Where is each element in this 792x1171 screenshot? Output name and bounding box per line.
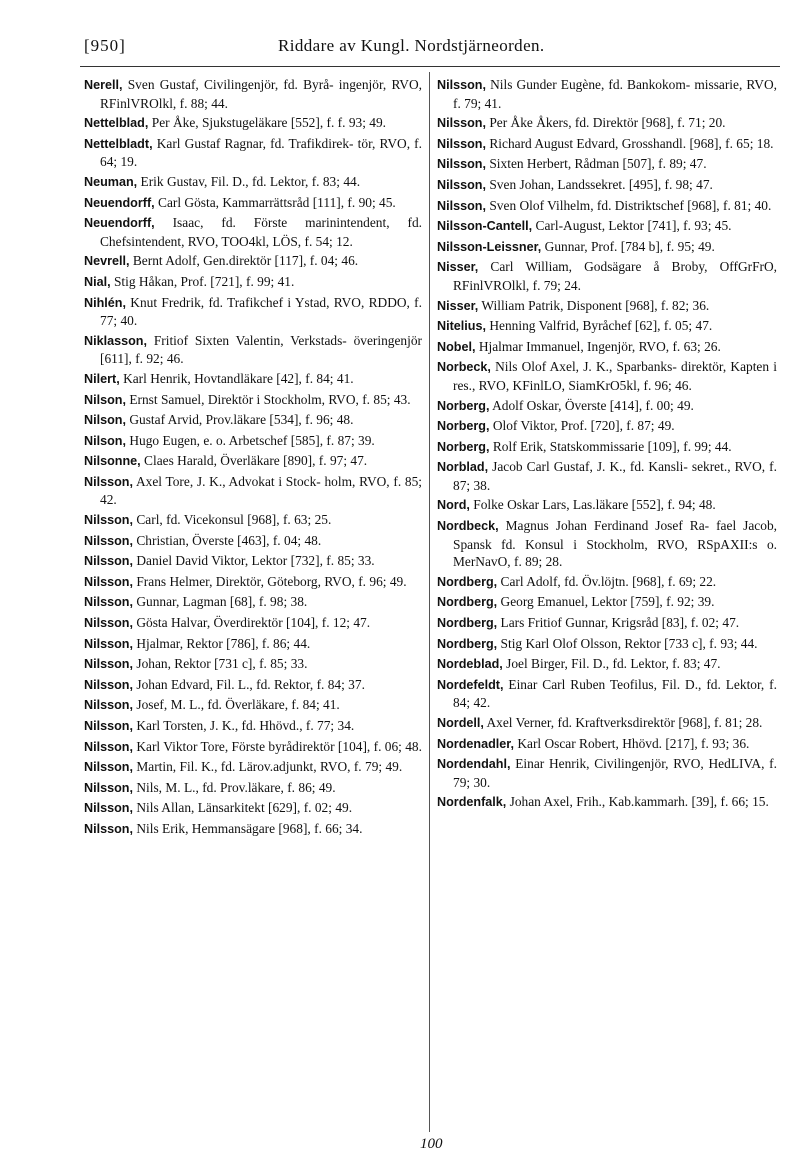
entry-surname: Nordberg, (437, 616, 498, 631)
entry-surname: Nilsson, (84, 719, 133, 733)
running-title: Riddare av Kungl. Nordstjärneorden. (278, 36, 545, 55)
entry-details: Johan Axel, Frih., Kab.kammarh. [39], f. 66; 15. (509, 794, 769, 810)
entry-details: Fritiof Sixten Valentin, Verkstads- överingenjör [611], f. 92; 46. (100, 332, 422, 367)
entry-surname: Nettelbladt, (84, 136, 153, 151)
register-entry (437, 458, 777, 494)
entry-surname: Nilsson, (84, 801, 133, 816)
entry-details: Karl Oscar Robert, Hhövd. [217], f. 93; 36. (517, 735, 750, 751)
entry-surname: Nilsson, (84, 554, 133, 569)
footer-page-number: 100 (420, 1136, 443, 1152)
entry-surname: Nisser, (437, 298, 479, 313)
entry-details: Einar Henrik, Civilingenjör, RVO, HedLIVA, f. 79; 30. (453, 756, 777, 790)
entry-surname: Nordenadler, (437, 736, 514, 751)
entry-details: Claes Harald, Överläkare [890], f. 97; 47. (144, 453, 368, 469)
entry-surname: Nobel, (437, 339, 476, 354)
register-entry (437, 793, 777, 812)
register-entry (84, 532, 422, 551)
entry-surname: Nordendahl, (437, 757, 511, 772)
register-entry (84, 779, 422, 798)
entry-details: Axel Tore, J. K., Advokat i Stock- holm, RVO, f. 85; 42. (100, 473, 422, 508)
entry-surname: Nilsson, (84, 616, 133, 631)
register-entry (437, 593, 777, 612)
register-entry (437, 635, 777, 654)
entry-surname: Nilsson-Leissner, (437, 239, 542, 254)
entry-surname: Nilsson, (84, 513, 133, 528)
entry-surname: Neuman, (84, 174, 138, 189)
entry-surname: Nilsson, (84, 595, 133, 610)
entry-surname: Niklasson, (84, 333, 147, 348)
entry-details: Henning Valfrid, Byråchef [62], f. 05; 47. (489, 318, 713, 334)
entry-surname: Nilsson, (84, 657, 133, 672)
entry-surname: Nord, (437, 498, 470, 513)
register-entry (84, 473, 422, 509)
entry-surname: Nettelblad, (84, 116, 149, 131)
register-entry (84, 738, 422, 757)
entry-surname: Nilsson, (84, 574, 133, 589)
entry-details: Daniel David Viktor, Lektor [732], f. 85; 33. (136, 553, 375, 569)
entry-details: Joel Birger, Fil. D., fd. Lektor, f. 83; 47. (506, 656, 721, 672)
entry-surname: Nilert, (84, 371, 120, 386)
entry-surname: Nordberg, (437, 574, 498, 589)
register-entry (437, 197, 777, 216)
register-entry (437, 338, 777, 357)
entry-surname: Norbeck, (437, 360, 491, 375)
register-entry (84, 676, 422, 695)
register-entry (84, 717, 422, 736)
right-column (437, 76, 777, 814)
entry-details: Einar Carl Ruben Teofilus, Fil. D., fd. Lektor, f. 84; 42. (453, 676, 777, 711)
register-entry (437, 714, 777, 733)
entry-details: Nils Olof Axel, J. K., Sparbanks- direktör, Kapten i res., RVO, KFinlLO, SiamKrO5kl, f. 96; 46. (453, 359, 777, 393)
register-entry (84, 614, 422, 633)
entry-surname: Neuendorff, (84, 195, 155, 210)
entry-surname: Nihlén, (84, 295, 126, 310)
register-entry (437, 655, 777, 674)
register-entry (437, 397, 777, 416)
entry-details: Frans Helmer, Direktör, Göteborg, RVO, f. 96; 49. (136, 573, 407, 589)
entry-details: Erik Gustav, Fil. D., fd. Lektor, f. 83; 44. (140, 173, 361, 189)
left-column (84, 76, 422, 841)
entry-details: Christian, Överste [463], f. 04; 48. (136, 532, 322, 548)
entry-details: Gustaf Arvid, Prov.läkare [534], f. 96; 48. (129, 412, 354, 428)
register-entry (437, 496, 777, 515)
entry-details: Johan, Rektor [731 c], f. 85; 33. (136, 656, 308, 672)
register-entry (437, 517, 777, 571)
register-entry (84, 411, 422, 430)
entry-details: Bernt Adolf, Gen.direktör [117], f. 04; 46. (132, 253, 359, 269)
column-divider (429, 72, 430, 1132)
register-entry (84, 391, 422, 410)
entry-details: Per Åke, Sjukstugeläkare [552], f. f. 93; 49. (151, 115, 387, 131)
register-entry (437, 735, 777, 754)
entry-surname: Nilsson, (84, 780, 133, 795)
register-entry (84, 432, 422, 451)
register-entry (437, 217, 777, 236)
entry-details: Knut Fredrik, fd. Trafikchef i Ystad, RVO, RDDO, f. 77; 40. (100, 294, 422, 329)
entry-details: Carl William, Godsägare å Broby, OffGrFrO, RFinlVROlkl, f. 79; 24. (453, 259, 777, 293)
entry-details: Olof Viktor, Prof. [720], f. 87; 49. (492, 418, 675, 434)
entry-surname: Nilsson, (437, 177, 486, 192)
register-entry (437, 755, 777, 791)
entry-surname: Nilsson, (84, 474, 133, 489)
entry-surname: Nordefeldt, (437, 677, 504, 692)
entry-surname: Nordeblad, (437, 657, 503, 672)
register-entry (437, 438, 777, 457)
entry-details: Folke Oskar Lars, Las.läkare [552], f. 94; 48. (473, 497, 716, 513)
register-entry (84, 799, 422, 818)
entry-surname: Nilsson, (84, 821, 133, 836)
register-entry (437, 358, 777, 394)
entry-surname: Norblad, (437, 460, 489, 475)
entry-details: William Patrik, Disponent [968], f. 82; 36. (481, 297, 710, 313)
entry-details: Carl-August, Lektor [741], f. 93; 45. (535, 218, 732, 234)
entry-details: Carl, fd. Vicekonsul [968], f. 63; 25. (136, 512, 332, 528)
entry-surname: Nilsson, (84, 533, 133, 548)
entry-surname: Norberg, (437, 439, 490, 454)
entry-surname: Nilsson, (437, 136, 486, 151)
entry-surname: Nilson, (84, 413, 126, 428)
entry-details: Stig Karl Olof Olsson, Rektor [733 c], f. 93; 44. (500, 635, 758, 651)
entry-details: Sven Olof Vilhelm, fd. Distriktschef [968], f. 81; 40. (489, 197, 772, 213)
register-entry (437, 258, 777, 294)
entry-details: Rolf Erik, Statskommissarie [109], f. 99; 44. (492, 438, 732, 454)
entry-details: Hugo Eugen, e. o. Arbetschef [585], f. 87; 39. (129, 432, 375, 448)
entry-details: Karl Torsten, J. K., fd. Hhövd., f. 77; 34. (136, 718, 355, 733)
entry-details: Nils Erik, Hemmansägare [968], f. 66; 34. (136, 820, 363, 836)
entry-details: Hjalmar Immanuel, Ingenjör, RVO, f. 63; 26. (478, 338, 721, 354)
header-rule (80, 66, 780, 67)
register-entry (84, 114, 422, 133)
register-entry (437, 176, 777, 195)
register-entry (437, 114, 777, 133)
entry-surname: Nilsson, (437, 198, 486, 213)
entry-surname: Neuendorff, (84, 216, 155, 231)
register-entry (84, 273, 422, 292)
entry-details: Jacob Carl Gustaf, J. K., fd. Kansli- sekret., RVO, f. 87; 38. (453, 459, 777, 493)
register-entry (84, 758, 422, 777)
entry-surname: Nordenfalk, (437, 795, 507, 810)
register-entry (437, 614, 777, 633)
entry-surname: Nilson, (84, 433, 126, 448)
register-entry (437, 238, 777, 257)
entry-surname: Nilsson, (84, 636, 133, 651)
entry-details: Sven Johan, Landssekret. [495], f. 98; 47. (489, 176, 713, 192)
entry-details: Gunnar, Prof. [784 b], f. 95; 49. (544, 238, 715, 254)
register-entry (84, 252, 422, 271)
register-entry (84, 294, 422, 330)
register-entry (437, 417, 777, 436)
entry-surname: Nilsson, (84, 739, 133, 754)
entry-details: Lars Fritiof Gunnar, Krigsråd [83], f. 02; 47. (500, 615, 740, 631)
entry-details: Axel Verner, fd. Kraftverksdirektör [968], f. 81; 28. (486, 715, 763, 730)
register-entry (84, 135, 422, 171)
entry-details: Gunnar, Lagman [68], f. 98; 38. (136, 594, 308, 610)
entry-details: Per Åke Åkers, fd. Direktör [968], f. 71; 20. (489, 115, 726, 131)
entry-details: Richard August Edvard, Grosshandl. [968], f. 65; 18. (489, 135, 774, 151)
register-entry (84, 214, 422, 250)
entry-details: Martin, Fil. K., fd. Lärov.adjunkt, RVO, f. 79; 49. (136, 759, 403, 775)
entry-details: Nils, M. L., fd. Prov.läkare, f. 86; 49. (136, 779, 336, 795)
entry-details: Magnus Johan Ferdinand Josef Ra- fael Jacob, Spansk fd. Konsul i Stockholm, RVO, RSpAXII:s o. MerNavO, f. 89; 28. (453, 518, 777, 570)
entry-surname: Nordberg, (437, 636, 498, 651)
entry-surname: Nordberg, (437, 595, 498, 610)
register-entry (84, 552, 422, 571)
entry-surname: Nordbeck, (437, 519, 499, 534)
entry-surname: Nilsson, (84, 698, 133, 713)
entry-details: Isaac, fd. Förste marinintendent, fd. Chefsintendent, RVO, TOO4kl, LÖS, f. 54; 12. (100, 215, 422, 249)
entry-surname: Nilsson, (437, 116, 486, 131)
entry-details: Karl Viktor Tore, Förste byrådirektör [104], f. 06; 48. (136, 738, 422, 754)
entry-details: Adolf Oskar, Överste [414], f. 00; 49. (492, 397, 694, 413)
register-entry (437, 573, 777, 592)
entry-surname: Norberg, (437, 398, 490, 413)
register-entry (84, 511, 422, 530)
entry-details: Sven Gustaf, Civilingenjör, fd. Byrå- ingenjör, RVO, RFinlVROlkl, f. 88; 44. (100, 77, 422, 111)
entry-details: Gösta Halvar, Överdirektör [104], f. 12; 47. (136, 615, 371, 631)
register-entry (84, 452, 422, 471)
register-entry (84, 370, 422, 389)
register-entry (84, 593, 422, 612)
entry-details: Nils Gunder Eugène, fd. Bankokom- missarie, RVO, f. 79; 41. (453, 77, 777, 111)
entry-surname: Nilsson-Cantell, (437, 219, 533, 234)
register-entry (437, 676, 777, 712)
entry-details: Carl Gösta, Kammarrättsråd [111], f. 90; 45. (158, 194, 396, 210)
entry-details: Johan Edvard, Fil. L., fd. Rektor, f. 84; 37. (136, 676, 365, 692)
entry-surname: Nevrell, (84, 254, 130, 269)
entry-details: Karl Gustaf Ragnar, fd. Trafikdirek- tör, RVO, f. 64; 19. (100, 135, 422, 170)
entry-details: Carl Adolf, fd. Öv.löjtn. [968], f. 69; 22. (500, 573, 717, 589)
entry-surname: Nerell, (84, 78, 123, 92)
entry-surname: Nisser, (437, 260, 479, 275)
register-entry (437, 155, 777, 174)
entry-surname: Nilsson, (437, 157, 486, 172)
entry-details: Stig Håkan, Prof. [721], f. 99; 41. (113, 273, 295, 289)
register-entry (84, 820, 422, 839)
register-entry (84, 635, 422, 654)
register-entry (84, 173, 422, 192)
entry-details: Josef, M. L., fd. Överläkare, f. 84; 41. (136, 697, 340, 713)
register-entry (84, 332, 422, 368)
register-entry (437, 76, 777, 112)
register-entry (84, 76, 422, 112)
entry-surname: Nilsson, (437, 78, 486, 92)
entry-details: Georg Emanuel, Lektor [759], f. 92; 39. (500, 594, 715, 610)
register-entry (84, 655, 422, 674)
register-entry (84, 194, 422, 213)
register-entry (84, 573, 422, 592)
register-entry (84, 696, 422, 715)
entry-surname: Nilsson, (84, 677, 133, 692)
entry-details: Sixten Herbert, Rådman [507], f. 89; 47. (489, 156, 707, 172)
entry-surname: Nordell, (437, 716, 484, 730)
entry-surname: Nilson, (84, 392, 126, 407)
entry-details: Karl Henrik, Hovtandläkare [42], f. 84; 41. (123, 370, 354, 386)
entry-surname: Nilsson, (84, 760, 133, 775)
register-entry (437, 135, 777, 154)
entry-details: Ernst Samuel, Direktör i Stockholm, RVO, f. 85; 43. (129, 391, 411, 407)
entry-surname: Nial, (84, 274, 111, 289)
register-entry (437, 317, 777, 336)
page-number: [950] (84, 36, 126, 55)
entry-surname: Nilsonne, (84, 454, 141, 469)
entry-details: Hjalmar, Rektor [786], f. 86; 44. (136, 635, 311, 651)
register-entry (437, 297, 777, 316)
entry-surname: Nitelius, (437, 319, 486, 334)
entry-details: Nils Allan, Länsarkitekt [629], f. 02; 49. (136, 800, 353, 816)
entry-surname: Norberg, (437, 419, 490, 434)
